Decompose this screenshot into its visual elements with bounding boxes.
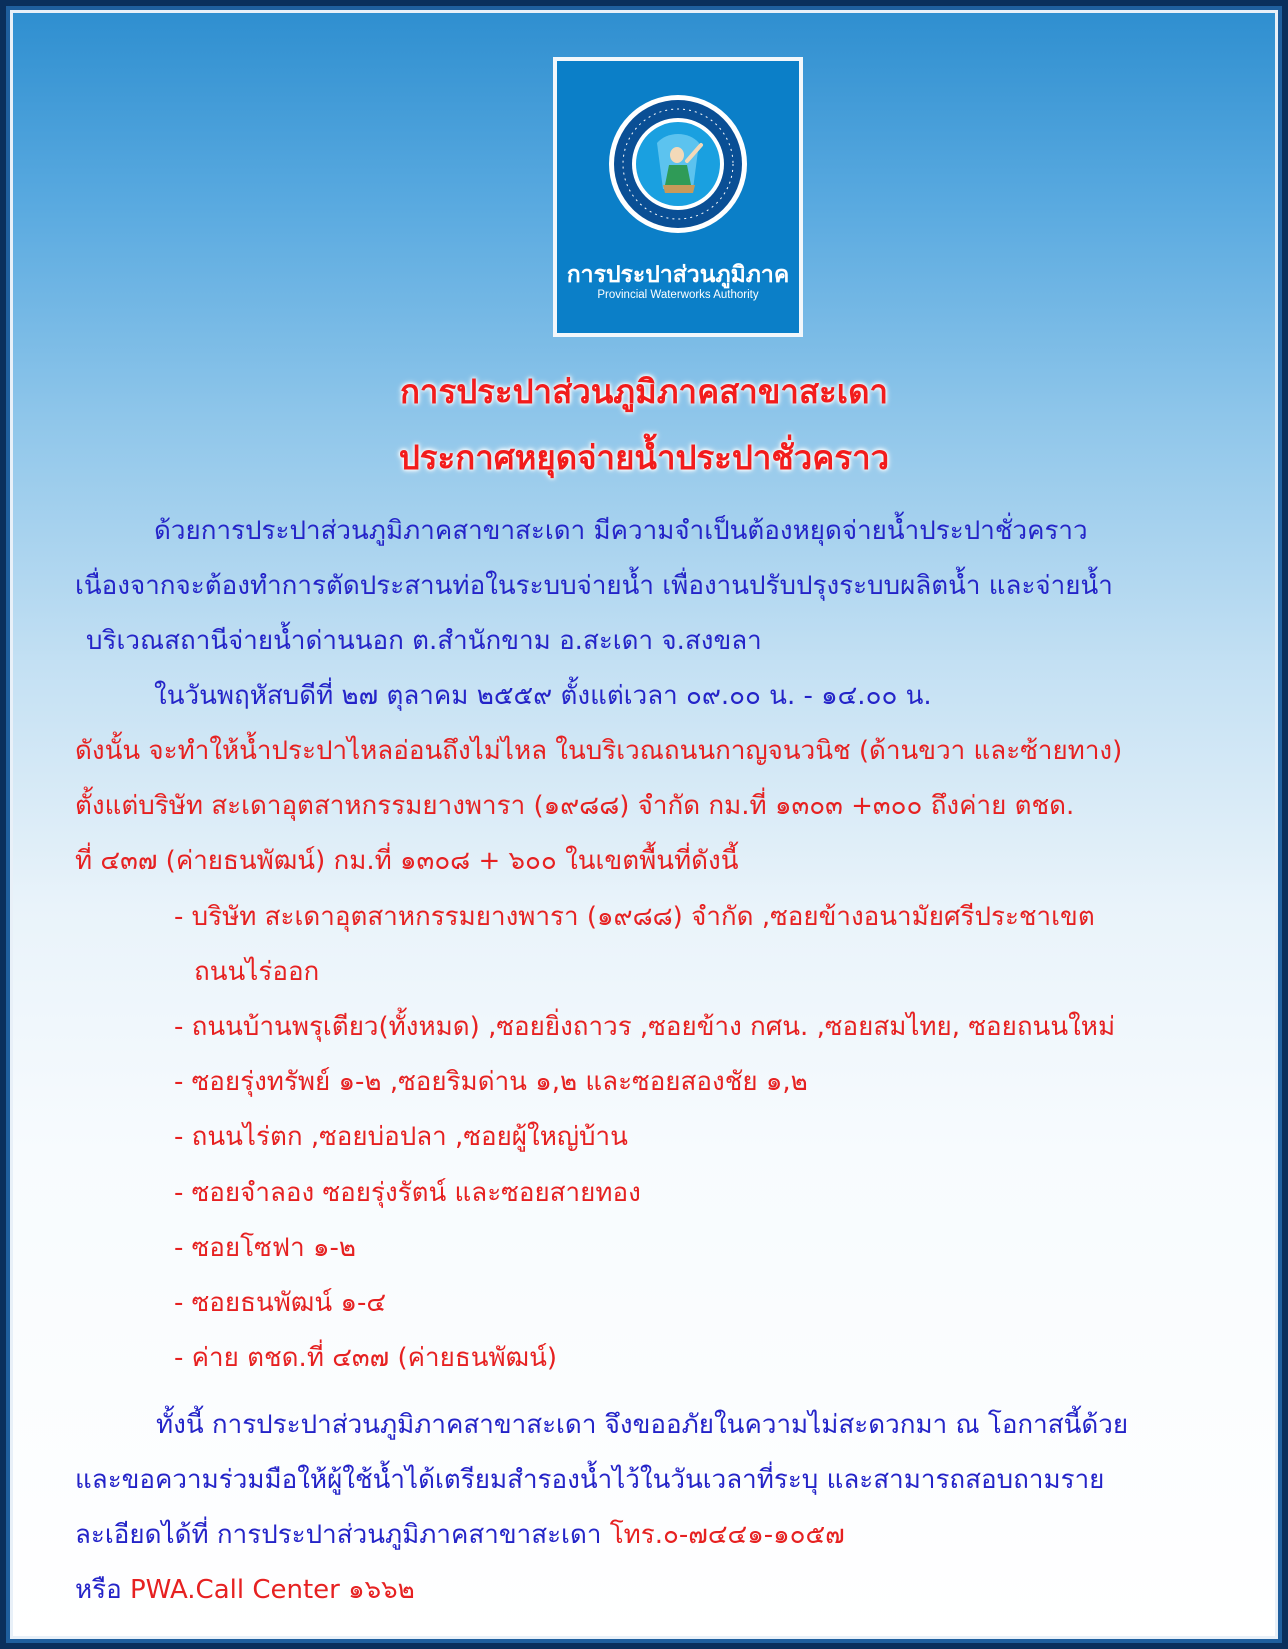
announcement-poster — [10, 10, 1278, 1639]
intro-line-3: บริเวณสถานีจ่ายน้ำด่านนอก ต.สำนักขาม อ.สะเดา จ.สงขลา — [86, 626, 762, 656]
phone-number: โทร.๐-๗๔๔๑-๑๐๕๗ — [609, 1520, 845, 1550]
page-title: การประปาส่วนภูมิภาคสาขาสะเดา — [399, 372, 889, 411]
page-subtitle: ประกาศหยุดจ่ายน้ำประปาชั่วคราว — [398, 438, 890, 477]
area-item: - ถนนไร่ตก ,ซอยบ่อปลา ,ซอยผู้ใหญ่บ้าน — [174, 1122, 628, 1152]
or-text: หรือ — [75, 1575, 122, 1605]
intro-line-2: เนื่องจากจะต้องทำการตัดประสานท่อในระบบจ่ายน้ำ เพื่องานปรับปรุงระบบผลิตน้ำ และจ่ายน้ำ — [75, 571, 1113, 601]
area-item: - ถนนบ้านพรุเตียว(ทั้งหมด) ,ซอยยิ่งถาวร ,ซอยข้าง กศน. ,ซอยสมไทย, ซอยถนนใหม่ — [174, 1012, 1116, 1042]
area-item: - ซอยโซฟา ๑-๒ — [174, 1233, 357, 1263]
area-item-continued: ถนนไร่ออก — [194, 957, 320, 987]
effect-line-3: ที่ ๔๓๗ (ค่ายธนพัฒน์) กม.ที่ ๑๓๐๘ + ๖๐๐ ในเขตพื้นที่ดังนี้ — [75, 846, 739, 876]
logo-name-th: การประปาส่วนภูมิภาค — [566, 262, 790, 288]
closing-line-4 — [75, 1573, 415, 1607]
call-center: PWA.Call Center ๑๖๖๒ — [129, 1575, 415, 1605]
intro-line-1: ด้วยการประปาส่วนภูมิภาคสาขาสะเดา มีความจำเป็นต้องหยุดจ่ายน้ำประปาชั่วคราว — [154, 516, 1088, 546]
schedule-line: ในวันพฤหัสบดีที่ ๒๗ ตุลาคม ๒๕๕๙ ตั้งแต่เวลา ๐๙.๐๐ น. - ๑๔.๐๐ น. — [154, 681, 932, 711]
area-item: - ซอยจำลอง ซอยรุ่งรัตน์ และซอยสายทอง — [174, 1178, 641, 1208]
effect-line-2: ตั้งแต่บริษัท สะเดาอุตสาหกรรมยางพารา (๑๙๘๘) จำกัด กม.ที่ ๑๓๐๓ +๓๐๐ ถึงค่าย ตชด. — [75, 791, 1075, 821]
area-item: - บริษัท สะเดาอุตสาหกรรมยางพารา (๑๙๘๘) จำกัด ,ซอยข้างอนามัยศรีประชาเขต — [174, 902, 1095, 932]
pwa-logo — [553, 57, 803, 337]
logo-name-en: Provincial Waterworks Authority — [597, 289, 759, 301]
closing-line-1: ทั้งนี้ การประปาส่วนภูมิภาคสาขาสะเดา จึงขออภัยในความไม่สะดวกมา ณ โอกาสนี้ด้วย — [156, 1410, 1129, 1440]
closing-line-3 — [75, 1518, 845, 1552]
effect-line-1: ดังนั้น จะทำให้น้ำประปาไหลอ่อนถึงไม่ไหล ในบริเวณถนนกาญจนวนิช (ด้านขวา และซ้ายทาง) — [75, 736, 1123, 766]
pwa-seal-icon — [607, 93, 749, 235]
contact-text: ละเอียดได้ที่ การประปาส่วนภูมิภาคสาขาสะเดา — [75, 1520, 602, 1550]
area-item: - ซอยรุ่งทรัพย์ ๑-๒ ,ซอยริมด่าน ๑,๒ และซอยสองชัย ๑,๒ — [174, 1067, 808, 1097]
area-item: - ค่าย ตชด.ที่ ๔๓๗ (ค่ายธนพัฒน์) — [174, 1343, 558, 1373]
area-item: - ซอยธนพัฒน์ ๑-๔ — [174, 1288, 387, 1318]
closing-line-2: และขอความร่วมมือให้ผู้ใช้น้ำได้เตรียมสำรองน้ำไว้ในวันเวลาที่ระบุ และสามารถสอบถามราย — [75, 1465, 1105, 1495]
